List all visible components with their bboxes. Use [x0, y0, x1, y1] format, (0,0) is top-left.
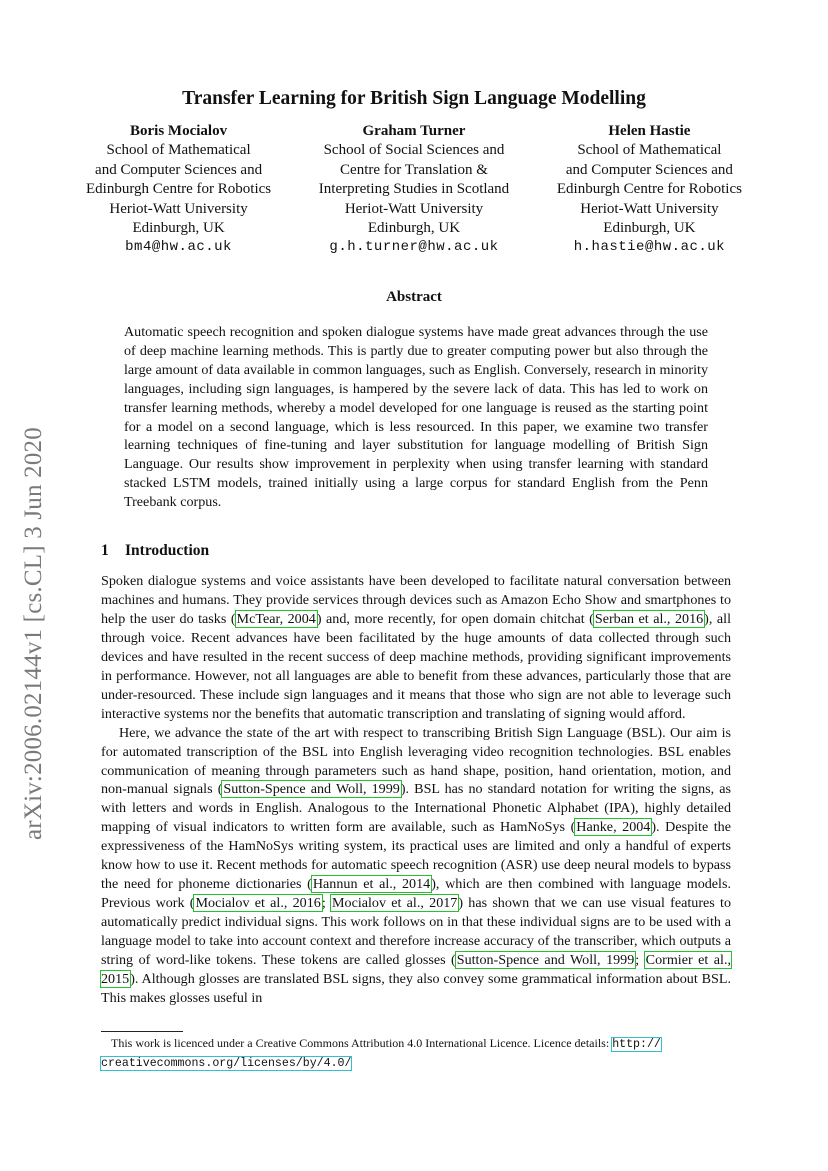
text-run: ), all through voice. Recent advances have been facilitated by the huge amounts of data collected through such devices and have resulted in the recent success of deep machine methods, providing significant improvements in performance. However, not all languages are able to benefit from these advances, particularly those that are under-resourced. These include sign languages and it means that those who sign are not able to leverage such interactive systems nor the benefits that automatic transcription and translating of signing would afford. [101, 610, 731, 722]
author-affiliation-line: Heriot-Watt University [580, 200, 719, 217]
abstract-text: Automatic speech recognition and spoken dialogue systems have made great advances through the use of deep machine learning methods. This is partly due to greater computing power but also through the large amount of data available in common languages, such as English. Conversely, research in minority languages, including sign languages, is hampered by the severe lack of data. This has led to work on transfer learning methods, whereby a model developed for one language is reused as the starting point for a model on a second language, which is less resourced. In this paper, we examine two transfer learning techniques of fine-tuning and layer substitution for language modelling of British Sign Language. Our results show improvement in perplexity when using transfer learning with standard stacked LSTM models, trained initially using a large corpus for standard English from the Penn Treebank corpus. [124, 324, 708, 511]
licence-url-link[interactable]: http:// [612, 1038, 661, 1051]
author-3 [557, 122, 742, 258]
text-run: ). Although glosses are translated BSL signs, they also convey some grammatical information about BSL. This makes glosses useful in [101, 971, 731, 1006]
author-affiliation-line: Edinburgh, UK [132, 220, 225, 237]
footnote [101, 1035, 731, 1072]
section-heading [101, 542, 209, 560]
author-affiliation-line: Interpreting Studies in Scotland [318, 181, 510, 198]
citation-link[interactable]: Sutton-Spence and Woll, 1999 [223, 781, 400, 798]
citation-link[interactable]: Hannun et al., 2014 [312, 876, 431, 893]
text-run: ). BSL has no standard notation for writing the signs, as with letters and words in English. Analogous to the International Phonetic Alphabet (IPA), highly detailed mapping of visual indicators to written form are available, such as HamNoSys ( [101, 781, 731, 836]
author-email[interactable]: g.h.turner@hw.ac.uk [329, 239, 499, 256]
text-run: ; [635, 952, 645, 969]
text-run: ) and, more recently, for open domain chitchat ( [316, 610, 594, 627]
author-affiliation-line: Edinburgh Centre for Robotics [556, 181, 742, 198]
author-affiliation-line: Centre for Translation & [340, 161, 488, 178]
paper-title: Transfer Learning for British Sign Language Modelling [182, 88, 646, 109]
author-affiliation-line: Edinburgh Centre for Robotics [86, 181, 272, 198]
author-name: Boris Mocialov [130, 123, 228, 139]
author-affiliation-line: and Computer Sciences and [565, 161, 733, 178]
licence-url-link[interactable]: creativecommons.org/licenses/by/4.0/ [101, 1056, 352, 1070]
text-run: ) has shown that we can use visual features to automatically predict individual signs. This work follows on in that these individual signs are to be used with a language model to take into account context and therefore increase accuracy of the transcriber, which outputs a string of word-like tokens. These tokens are called glosses ( [101, 895, 731, 969]
author-block [86, 122, 742, 258]
section-title: Introduction [125, 542, 210, 559]
body-text [101, 572, 731, 1008]
author-email[interactable]: h.hastie@hw.ac.uk [573, 239, 726, 256]
paragraph-2 [101, 724, 731, 1008]
author-1 [86, 122, 271, 258]
author-affiliation-line: Heriot-Watt University [109, 200, 248, 217]
author-affiliation-line: and Computer Sciences and [95, 161, 263, 178]
text-run: ), which are then combined with language models. Previous work ( [101, 876, 731, 912]
author-name: Helen Hastie [608, 123, 691, 139]
citation-link[interactable]: McTear, 2004 [236, 610, 316, 627]
author-2 [319, 122, 509, 258]
author-affiliation-line: Heriot-Watt University [344, 200, 484, 217]
citation-link[interactable]: Mocialov et al., 2016 [195, 895, 321, 912]
author-name: Graham Turner [362, 123, 466, 139]
citation-link[interactable]: Serban et al., 2016 [594, 610, 704, 627]
author-email[interactable]: bm4@hw.ac.uk [125, 239, 232, 256]
author-affiliation-line: School of Social Sciences and [323, 142, 505, 159]
author-affiliation-line: Edinburgh, UK [603, 220, 696, 237]
text-run: ). Despite the expressiveness of the HamNoSys writing system, its practical uses are limited and only a handful of experts know how to use it. Recent methods for automatic speech recognition (ASR) use deep neural models to bypass the need for phoneme dictionaries ( [101, 819, 731, 893]
text-run: Here, we advance the state of the art with respect to transcribing British Sign Language (BSL). Our aim is for automated transcription of the BSL into English leveraging video recognition technologies. BSL enables communication of meaning through parameters such as hand shape, position, hand orientation, motion, and non-manual signals ( [101, 724, 731, 798]
footnote-rule [101, 1031, 183, 1032]
abstract-heading: Abstract [386, 289, 442, 305]
citation-link[interactable]: Cormier et al., 2015 [101, 952, 731, 988]
text-run: ; [321, 895, 331, 912]
author-affiliation-line: School of Mathematical [577, 142, 722, 159]
citation-link[interactable]: Sutton-Spence and Woll, 1999 [456, 952, 635, 969]
citation-link[interactable]: Mocialov et al., 2017 [332, 895, 458, 912]
footnote-text: This work is licenced under a Creative Commons Attribution 4.0 International Licence. Licence details: [111, 1036, 613, 1050]
citation-link[interactable]: Hanke, 2004 [576, 819, 651, 836]
section-number: 1 [101, 542, 109, 559]
paragraph-1 [101, 572, 731, 724]
author-affiliation-line: School of Mathematical [106, 142, 251, 159]
arxiv-identifier: arXiv:2006.02144v1 [cs.CL] 3 Jun 2020 [20, 427, 47, 840]
text-run: Spoken dialogue systems and voice assistants have been developed to facilitate natural conversation between machines and humans. They provide services through devices such as Amazon Echo Show and smartphones to help the user do tasks ( [101, 573, 731, 627]
author-affiliation-line: Edinburgh, UK [367, 220, 461, 237]
